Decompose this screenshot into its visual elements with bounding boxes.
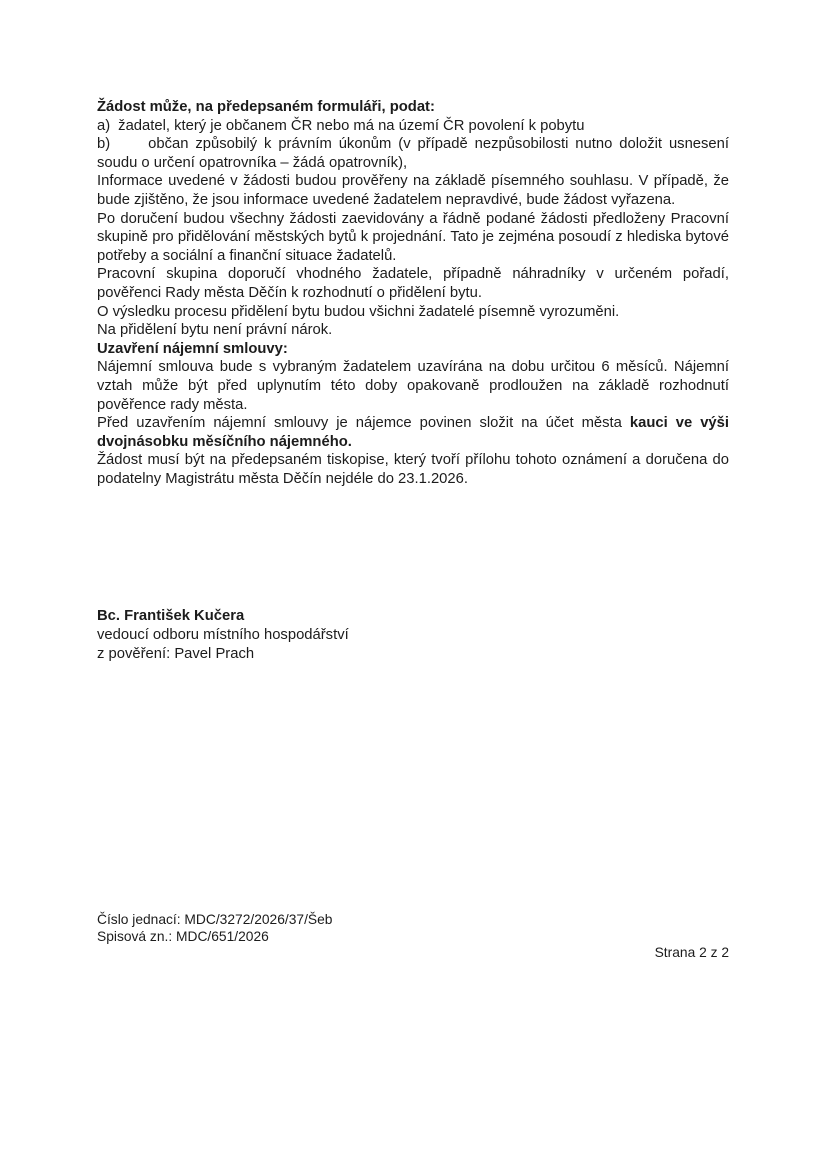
paragraph-deposit: [97, 414, 729, 451]
list-item-b-text: občan způsobilý k právním úkonům (v případě nezpůsobilosti nutno doložit usnesení soudu o určení opatrovníka – žádá opatrovník),: [97, 136, 729, 171]
reference-numbers-block: [97, 912, 729, 945]
case-number: Číslo jednací: MDC/3272/2026/37/Šeb: [97, 912, 333, 928]
paragraph-submission: Žádost musí být na předepsaném tiskopise, který tvoří přílohu tohoto oznámení a doručena do podatelny Magistrátu města Děčín nejdéle do 23.1.2026.: [97, 452, 729, 487]
list-item-a-text: žadatel, který je občanem ČR nebo má na území ČR povolení k pobytu: [118, 117, 585, 134]
signatory-name: Bc. František Kučera: [97, 608, 245, 625]
paragraph-processing: Po doručení budou všechny žádosti zaevidovány a řádně podané žádosti předloženy Pracovní skupině pro přidělování městských bytů k projednání. Tato je zejména posoudí z hlediska bytové potřeby a sociální a finanční situace žadatelů.: [97, 210, 729, 264]
list-item-a-label: a): [97, 117, 111, 134]
section-heading-lease: Uzavření nájemní smlouvy:: [97, 340, 288, 357]
paragraph-info-verification: Informace uvedené v žádosti budou prověřeny na základě písemného souhlasu. V případě, že bude zjištěno, že jsou informace uvedené žadatelem nepravdivé, bude žádost vyřazena.: [97, 173, 729, 208]
deposit-bold-text: kauci ve výši dvojnásobku měsíčního nájemného.: [97, 415, 729, 450]
signatory-title: vedoucí odboru místního hospodářství: [97, 627, 349, 644]
file-number: Spisová zn.: MDC/651/2026: [97, 928, 269, 944]
list-item-b: [97, 135, 729, 172]
signature-block: [97, 607, 729, 663]
list-item-b-label: b): [97, 136, 111, 153]
page-number: Strana 2 z 2: [654, 945, 729, 961]
paragraph-lease-terms: Nájemní smlouva bude s vybraným žadatelem uzavírána na dobu určitou 6 měsíců. Nájemní vztah může být před uplynutím této doby opakovaně prodloužen na základě rozhodnutí pověřence rady města.: [97, 359, 729, 413]
paragraph-no-legal-claim: Na přidělení bytu není právní nárok.: [97, 322, 333, 339]
paragraph-recommendation: Pracovní skupina doporučí vhodného žadatele, případně náhradníky v určeném pořadí, pověřenci Rady města Děčín k rozhodnutí o přidělení bytu.: [97, 266, 729, 301]
paragraph-notification: O výsledku procesu přidělení bytu budou všichni žadatelé písemně vyrozuměni.: [97, 303, 620, 320]
list-item-a: [97, 117, 729, 136]
signatory-authorization: z pověření: Pavel Prach: [97, 645, 255, 662]
deposit-text: Před uzavřením nájemní smlouvy je nájemce povinen složit na účet města: [97, 415, 630, 432]
section-heading-application: Žádost může, na předepsaném formuláři, podat:: [97, 99, 435, 115]
